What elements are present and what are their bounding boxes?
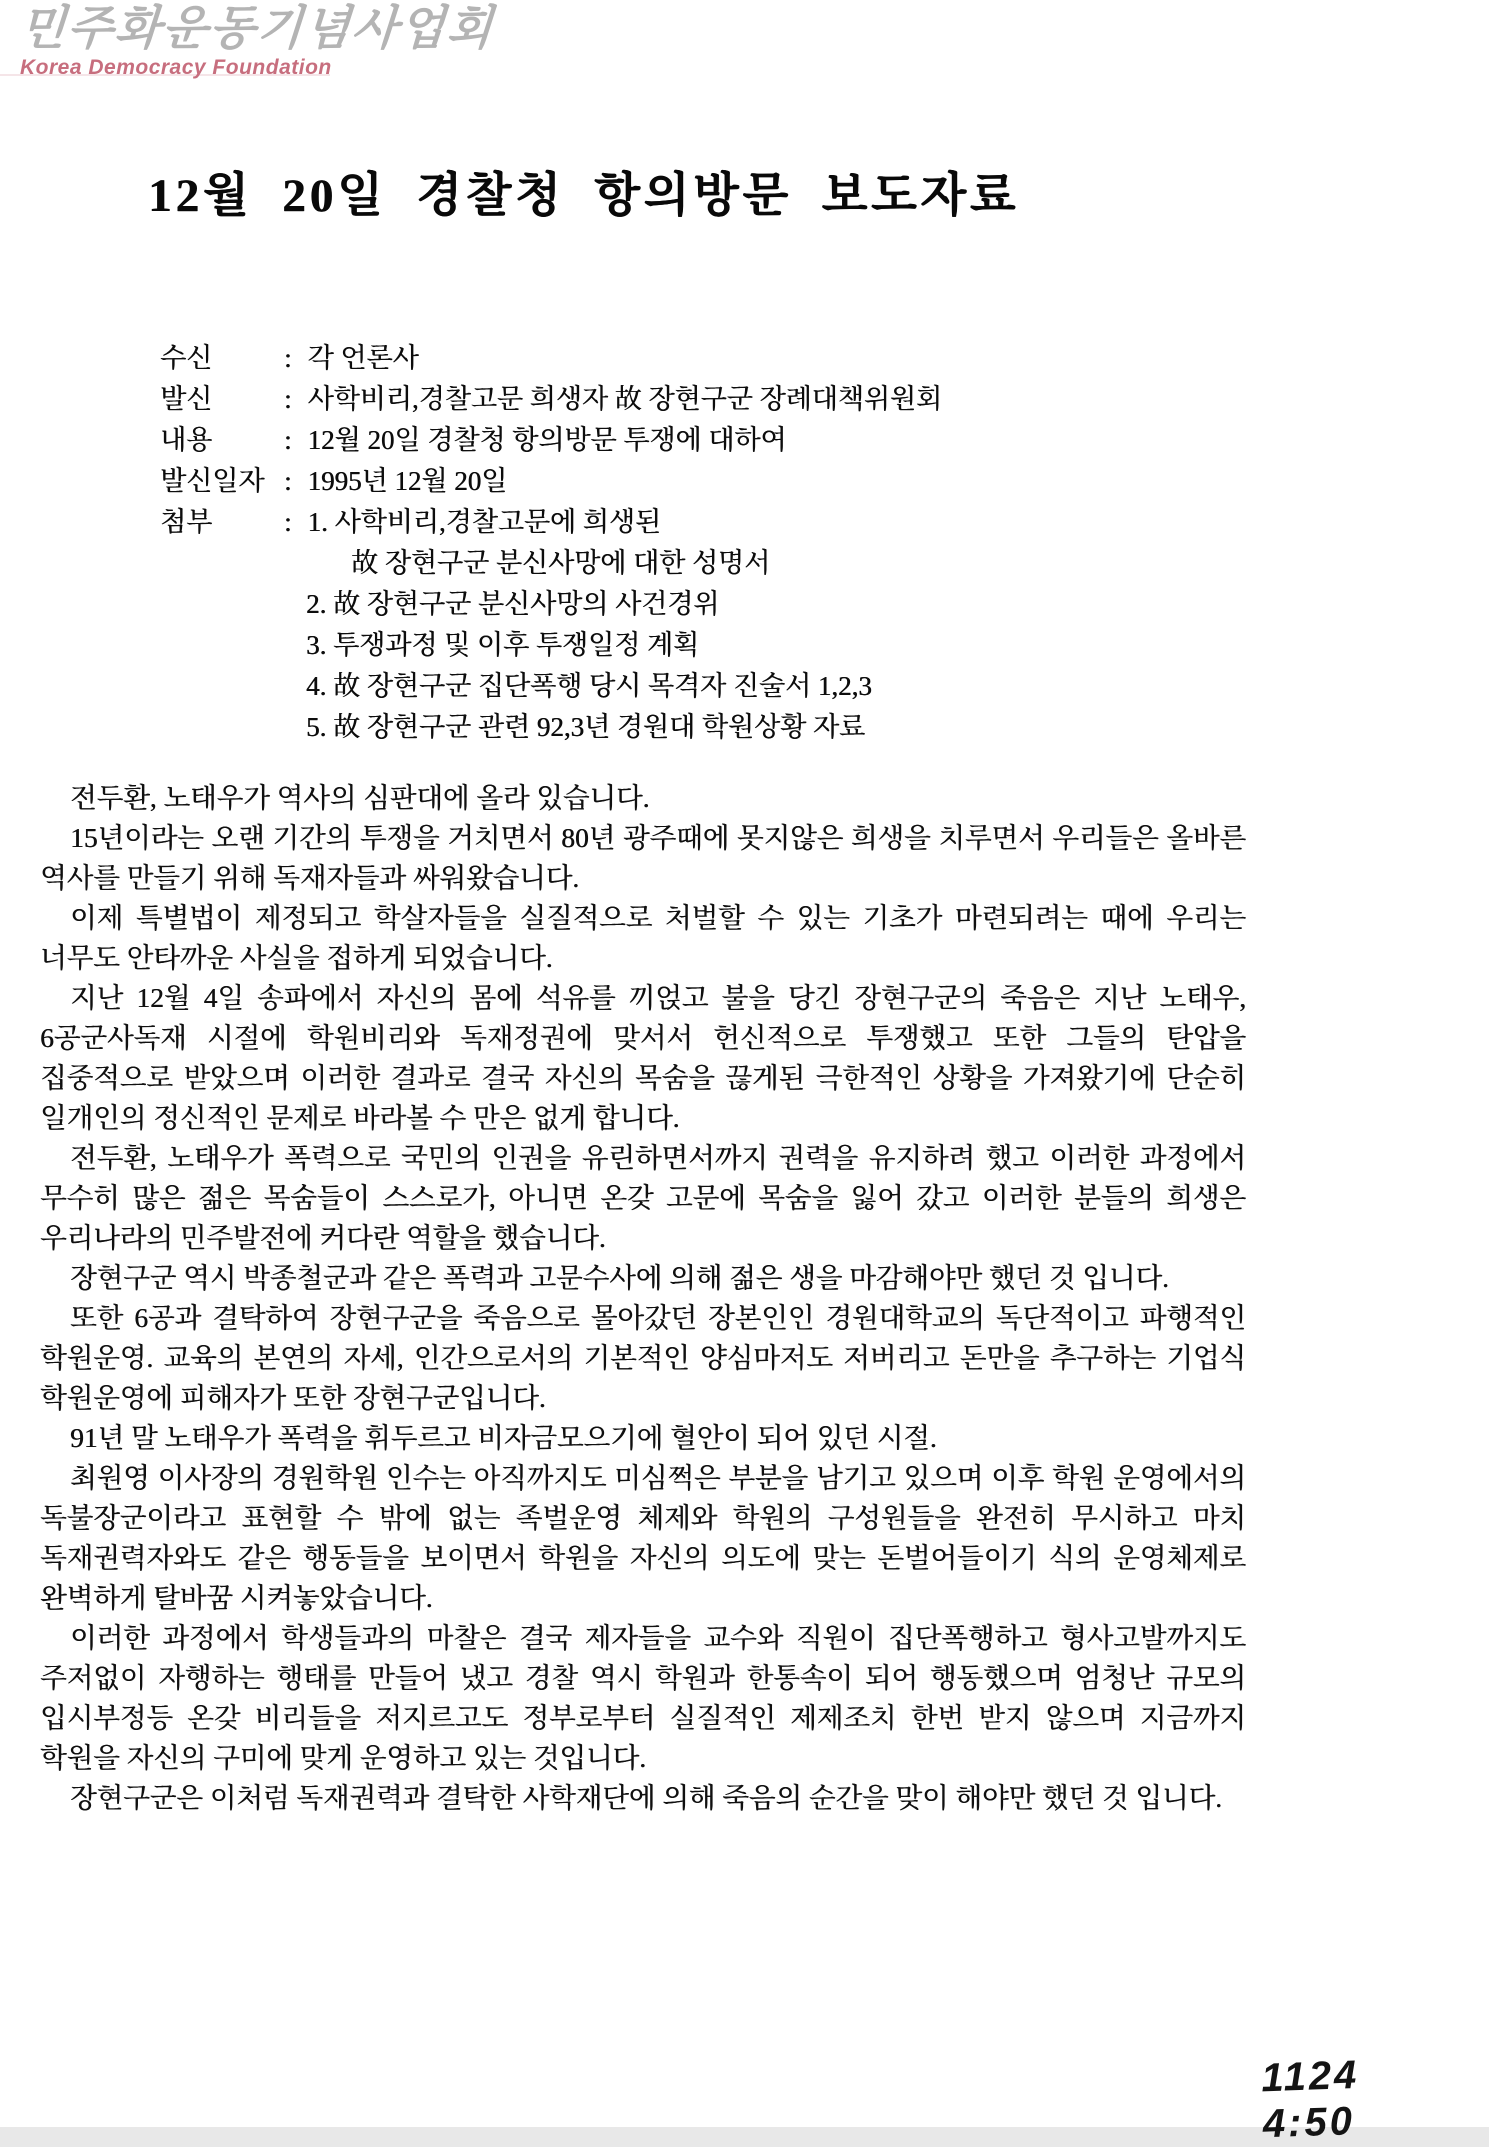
handwritten-corner-mark-text: 1124 4:50 [1260,2052,1360,2147]
handwritten-corner-mark [1260,2052,1452,2147]
body-paragraph: 이러한 과정에서 학생들과의 마찰은 결국 제자들을 교수와 직원이 집단폭행하고 형사고발까지도 주저없이 자행하는 행태를 만들어 냈고 경찰 역시 학원과 한통속이 되어 행동했으며 엄청난 규모의 입시부정등 온갖 비리들을 저지르고도 정부로부터 실질적인 제제조치 한번 받지 않으며 지금까지 학원을 자신의 구미에 맞게 운영하고 있는 것입니다. [40,1622,1246,1773]
logo-english-text: Korea Democracy Foundation [20,56,332,79]
attachment-item-continuation: 故 장현구군 분신사망에 대한 성명서 [351,548,771,578]
field-colon: : [284,425,292,455]
body-paragraph: 전두환, 노태우가 역사의 심판대에 올라 있습니다. [70,782,650,813]
attachment-item: 3. 투쟁과정 및 이후 투쟁일정 계획 [306,630,700,660]
press-release-body [40,778,1246,1818]
attachment-item: 4. 故 장현구군 집단폭행 당시 목격자 진술서 1,2,3 [306,671,872,701]
field-label: 발신일자 [160,466,265,496]
body-paragraph: 전두환, 노태우가 폭력으로 국민의 인권을 유린하면서까지 권력을 유지하려 했고 이러한 과정에서 무수히 많은 젊은 목숨들이 스스로가, 아니면 온갖 고문에 목숨을 잃어 갔고 이러한 분들의 희생은 우리나라의 민주발전에 커다란 역할을 했습니다. [40,1142,1246,1253]
attachment-item: 1. 사학비리,경찰고문에 희생된 [307,507,661,537]
body-paragraph: 또한 6공과 결탁하여 장현구군을 죽음으로 몰아갔던 장본인인 경원대학교의 독단적이고 파행적인 학원운영. 교육의 본연의 자세, 인간으로서의 기본적인 양심마저도 저버리고 돈만을 추구하는 기업식 학원운영에 피해자가 또한 장현구군입니다. [40,1302,1246,1413]
field-colon: : [284,466,292,496]
body-paragraph: 장현구군 역시 박종철군과 같은 폭력과 고문수사에 의해 젊은 생을 마감해야만 했던 것 입니다. [70,1262,1169,1293]
body-paragraph: 최원영 이사장의 경원학원 인수는 아직까지도 미심쩍은 부분을 남기고 있으며 이후 학원 운영에서의 독불장군이라고 표현할 수 밖에 없는 족벌운영 체제와 학원의 구성원들을 완전히 무시하고 마치 독재권력자와도 같은 행동들을 보이면서 학원을 자신의 의도에 맞는 돈벌어들이기 식의 운영체제로 완벽하게 탈바꿈 시켜놓았습니다. [40,1462,1246,1613]
field-label: 발신 [160,384,213,414]
header-row-sender [160,379,942,420]
header-row-date [160,461,942,502]
header-fields [160,338,942,748]
field-colon: : [284,343,292,373]
field-value: 1995년 12월 20일 [307,466,508,496]
header-row-recipient [160,338,942,379]
field-value: 사학비리,경찰고문 희생자 故 장현구군 장례대책위원회 [307,384,943,414]
attachment-item: 2. 故 장현구군 분신사망의 사건경위 [306,589,720,619]
field-colon: : [284,507,292,537]
field-label: 첨부 [160,507,213,537]
field-colon: : [284,384,292,414]
field-label: 내용 [160,425,213,455]
body-paragraph: 이제 특별법이 제정되고 학살자들을 실질적으로 처벌할 수 있는 기초가 마련되려는 때에 우리는 너무도 안타까운 사실을 접하게 되었습니다. [40,902,1246,973]
scan-artifact-line [0,74,330,76]
header-row-subject [160,420,942,461]
logo-korean-calligraphy: 민주화운동기념사업회 [18,3,496,55]
header-row-attachments [160,502,942,543]
body-paragraph: 지난 12월 4일 송파에서 자신의 몸에 석유를 끼얹고 불을 당긴 장현구군의 죽음은 지난 노태우, 6공군사독재 시절에 학원비리와 독재정권에 맞서서 헌신적으로 투쟁했고 또한 그들의 탄압을 집중적으로 받았으며 이러한 결과로 결국 자신의 목숨을 끊게된 극한적인 상황을 가져왔기에 단순히 일개인의 정신적인 문제로 바라볼 수 만은 없게 합니다. [40,982,1246,1133]
body-paragraph: 91년 말 노태우가 폭력을 휘두르고 비자금모으기에 혈안이 되어 있던 시절. [70,1422,937,1453]
field-value: 12월 20일 경찰청 항의방문 투쟁에 대하여 [307,425,787,455]
field-label: 수신 [160,343,213,373]
body-paragraph: 15년이라는 오랜 기간의 투쟁을 거치면서 80년 광주때에 못지않은 희생을 치루면서 우리들은 올바른 역사를 만들기 위해 독재자들과 싸워왔습니다. [40,822,1246,893]
field-value: 각 언론사 [307,343,419,373]
body-paragraph: 장현구군은 이처럼 독재권력과 결탁한 사학재단에 의해 죽음의 순간을 맞이 해야만 했던 것 입니다. [70,1782,1222,1813]
korea-democracy-foundation-logo [20,4,494,80]
attachment-item: 5. 故 장현구군 관련 92,3년 경원대 학원상황 자료 [306,712,866,742]
document-title: 12월 20일 경찰청 항의방문 보도자료 [148,170,1020,222]
